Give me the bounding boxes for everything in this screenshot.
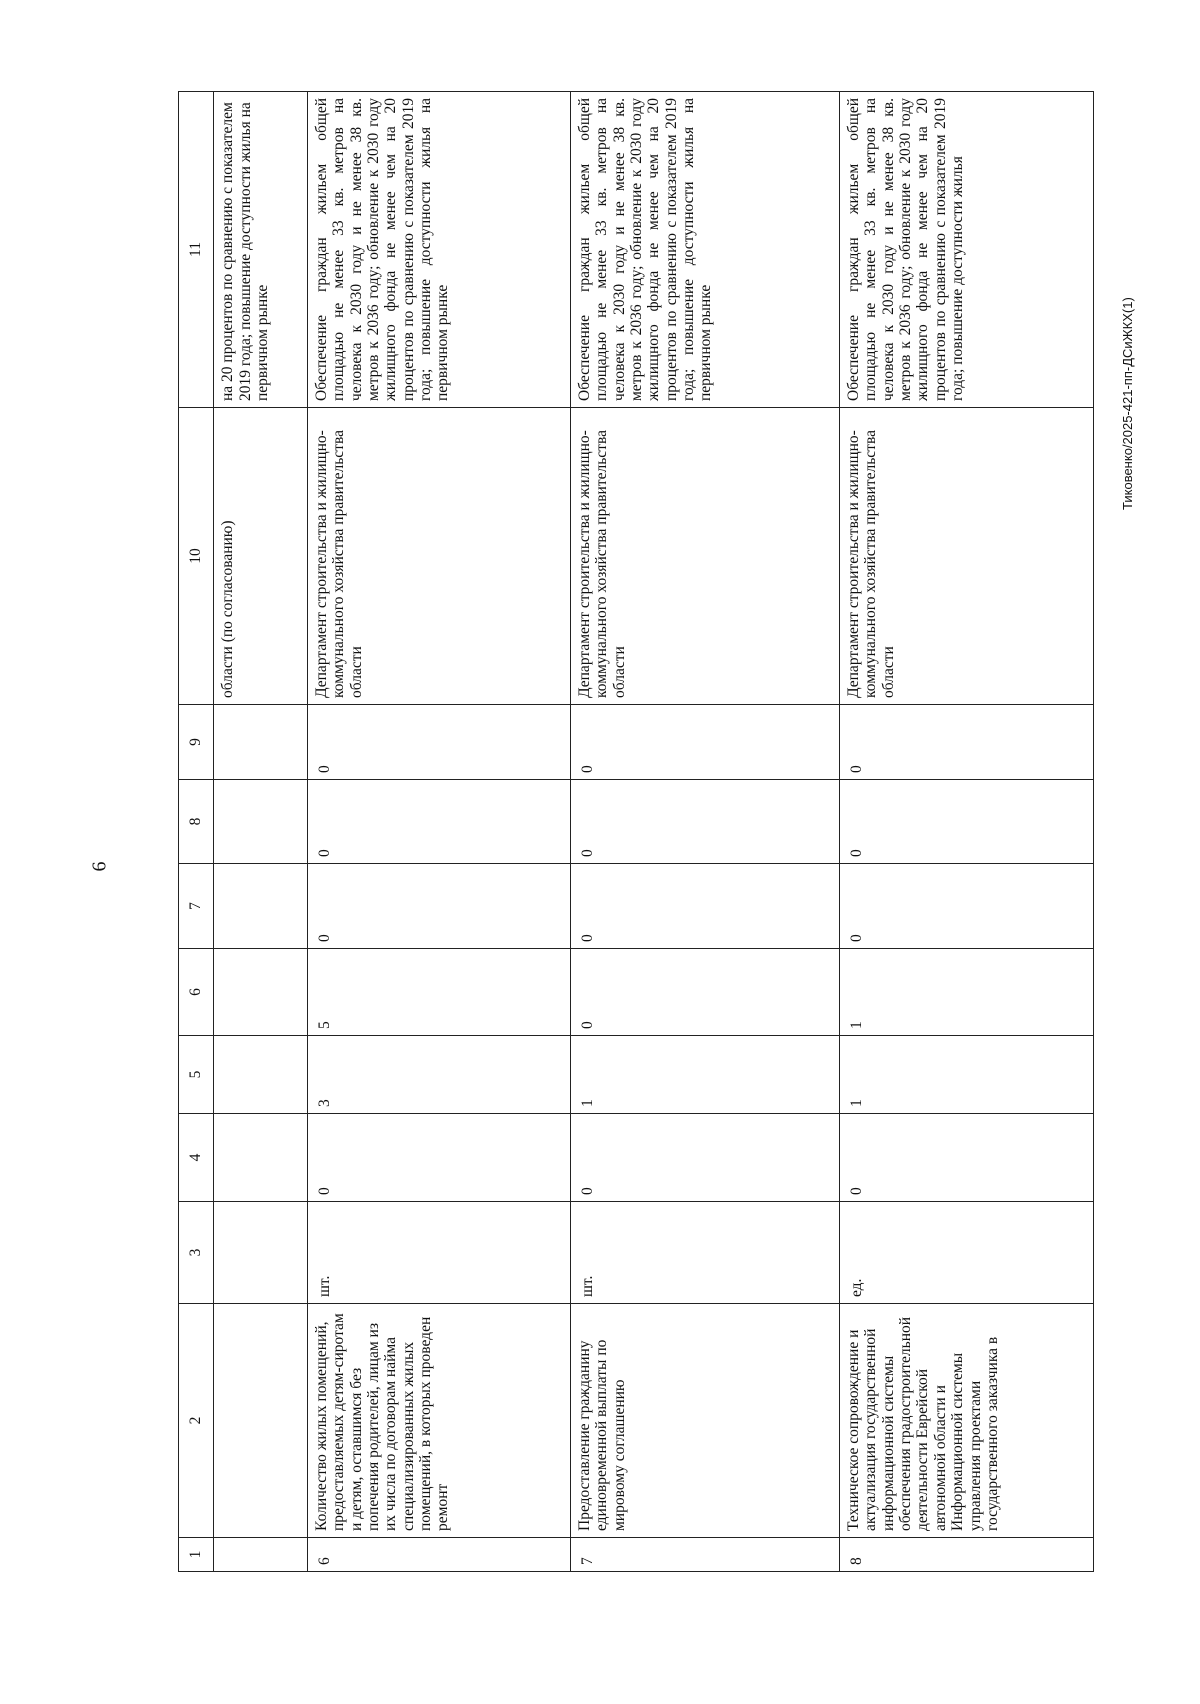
result-cell: Обеспечение граждан жильем общей площадью не менее 33 кв. метров на человека к 2030 году и не менее 38 кв. метров к 2036 году; обновление к 2030 году жилищного фонда не менее чем на 20 процентов по сравнению с показателем 2019 года; повышение доступности жилья на первичном рынке	[307, 92, 570, 408]
header-cell: 7	[179, 864, 214, 949]
unit-cell: шт.	[570, 1202, 839, 1304]
responsible-cell: Департамент строительства и жилищно-коммунального хозяйства правительства области	[307, 408, 570, 705]
table-row	[307, 92, 570, 1572]
value-cell: 1	[570, 1036, 839, 1114]
value-cell: 0	[840, 780, 1094, 864]
responsible-cell: Департамент строительства и жилищно-коммунального хозяйства правительства области	[840, 408, 1094, 705]
measures-table	[178, 91, 1094, 1572]
header-cell: 4	[179, 1114, 214, 1202]
empty-cell	[214, 780, 308, 864]
result-cell: Обеспечение граждан жильем общей площадью не менее 33 кв. метров на человека к 2030 году и не менее 38 кв. метров к 2036 году; обновление к 2030 году жилищного фонда не менее чем на 20 процентов по сравнению с показателем 2019 года; повышение доступности жилья на первичном рынке	[570, 92, 839, 408]
value-cell: 0	[570, 780, 839, 864]
header-cell: 5	[179, 1036, 214, 1114]
row-number: 7	[570, 1538, 839, 1572]
value-cell: 0	[840, 864, 1094, 949]
empty-cell	[214, 1304, 308, 1538]
value-cell: 5	[307, 949, 570, 1036]
empty-cell	[214, 1202, 308, 1304]
row-number: 6	[307, 1538, 570, 1572]
empty-cell	[214, 705, 308, 780]
value-cell: 0	[570, 705, 839, 780]
empty-cell	[214, 1538, 308, 1572]
footer-text: Тиковенко/2025-421-пп-ДСиЖКХ(1)	[1120, 297, 1135, 510]
measure-name: Количество жилых помещений, предоставляемых детям-сиротам и детям, оставшимся без попечения родителей, лицам из их числа по договорам найма специализированных жилых помещений, в которых проведен ремонт	[307, 1304, 570, 1538]
result-cell: на 20 процентов по сравнению с показателем 2019 года; повышение доступности жилья на первичном рынке	[214, 92, 308, 408]
responsible-cell: области (по согласованию)	[214, 408, 308, 705]
empty-cell	[214, 949, 308, 1036]
table-row	[840, 92, 1094, 1572]
measure-name: Техническое сопровождение и актуализация государственной информационной системы обеспечения градостроительной деятельности Еврейской автономной области и Информационной системы управления проектами государственного заказчика в	[840, 1304, 1094, 1538]
value-cell: 0	[307, 864, 570, 949]
value-cell: 0	[840, 1114, 1094, 1202]
table-row	[570, 92, 839, 1572]
header-cell: 8	[179, 780, 214, 864]
measure-name: Предоставление гражданину единовременной выплаты по мировому соглашению	[570, 1304, 839, 1538]
value-cell: 0	[570, 949, 839, 1036]
header-cell: 1	[179, 1538, 214, 1572]
page-number: 6	[88, 861, 111, 872]
row-number: 8	[840, 1538, 1094, 1572]
rotated-table-wrapper	[178, 92, 1094, 1572]
header-cell: 9	[179, 705, 214, 780]
value-cell: 0	[307, 1114, 570, 1202]
header-cell: 10	[179, 408, 214, 705]
value-cell: 1	[840, 1036, 1094, 1114]
value-cell: 3	[307, 1036, 570, 1114]
responsible-cell: Департамент строительства и жилищно-коммунального хозяйства правительства области	[570, 408, 839, 705]
value-cell: 0	[570, 1114, 839, 1202]
value-cell: 0	[307, 780, 570, 864]
header-cell: 11	[179, 92, 214, 408]
value-cell: 0	[840, 705, 1094, 780]
empty-cell	[214, 1114, 308, 1202]
header-row	[179, 92, 214, 1572]
value-cell: 0	[570, 864, 839, 949]
continuation-row	[214, 92, 308, 1572]
header-cell: 2	[179, 1304, 214, 1538]
header-cell: 3	[179, 1202, 214, 1304]
value-cell: 1	[840, 949, 1094, 1036]
result-cell: Обеспечение граждан жильем общей площадью не менее 33 кв. метров на человека к 2030 году и не менее 38 кв. метров к 2036 году; обновление к 2030 году жилищного фонда не менее чем на 20 процентов по сравнению с показателем 2019 года; повышение доступности жилья	[840, 92, 1094, 408]
unit-cell: шт.	[307, 1202, 570, 1304]
empty-cell	[214, 864, 308, 949]
unit-cell: ед.	[840, 1202, 1094, 1304]
value-cell: 0	[307, 705, 570, 780]
empty-cell	[214, 1036, 308, 1114]
header-cell: 6	[179, 949, 214, 1036]
